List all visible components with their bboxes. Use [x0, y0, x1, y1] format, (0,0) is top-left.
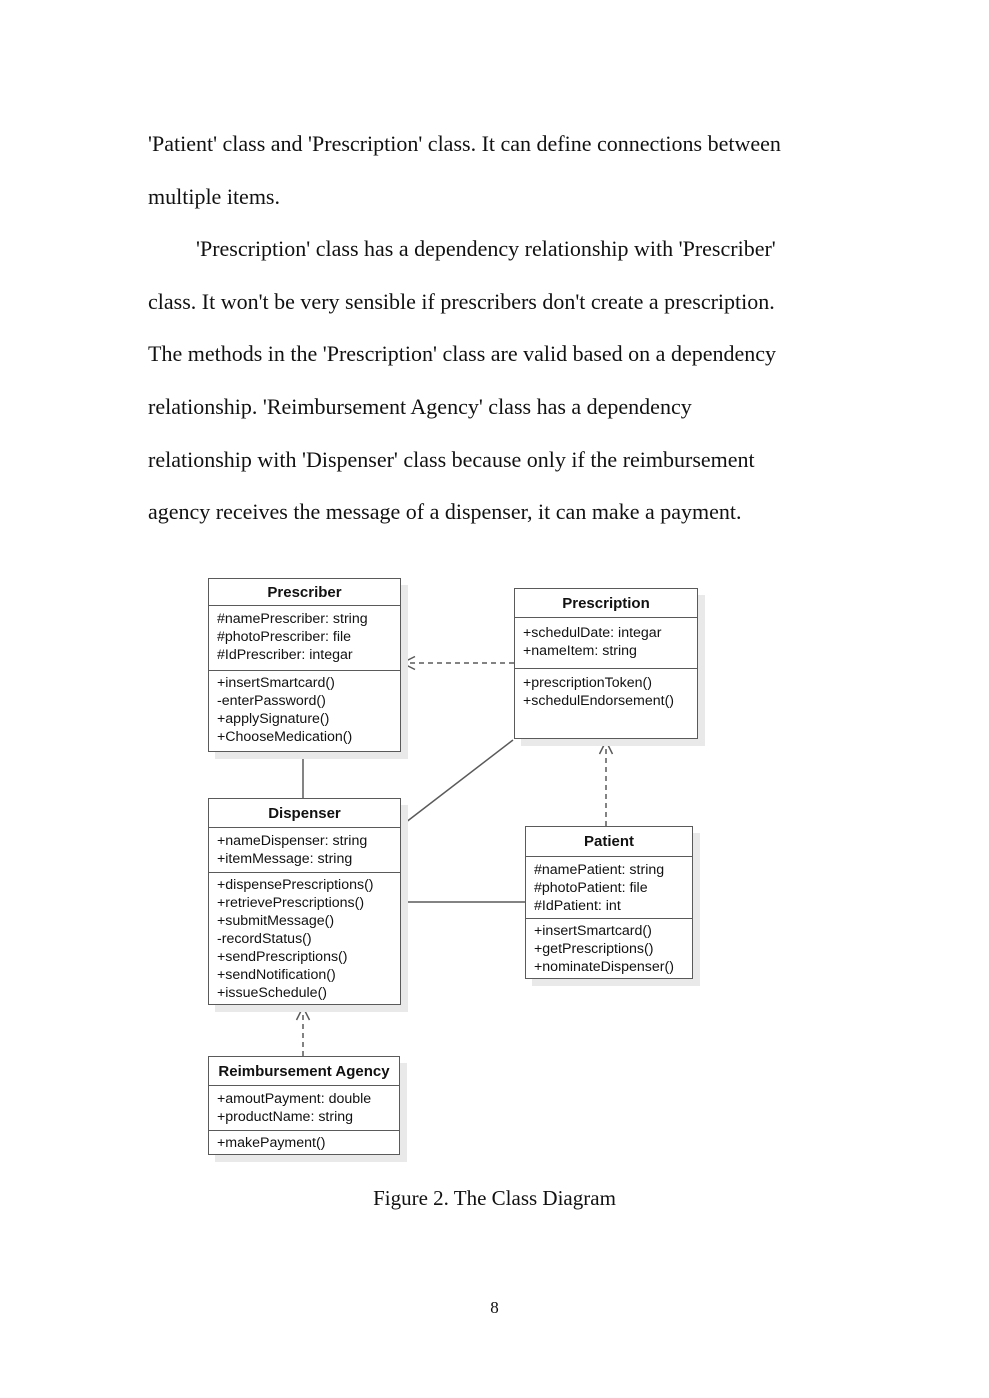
text-line: multiple items.	[148, 183, 280, 209]
patient-methods	[526, 919, 692, 978]
method: +sendNotification()	[217, 967, 336, 983]
text-line: The methods in the 'Prescription' class are valid based on a dependency	[148, 341, 777, 367]
method: +applySignature()	[217, 711, 330, 727]
uml-class-prescription	[514, 588, 698, 739]
method: +retrievePrescriptions()	[217, 895, 365, 911]
method: +insertSmartcard()	[217, 675, 335, 691]
method: +submitMessage()	[217, 913, 335, 929]
prescription-attributes	[515, 618, 697, 669]
dispenser-methods	[209, 873, 400, 1004]
uml-class-reimbursement-agency	[208, 1056, 400, 1155]
open-arrowhead-icon	[600, 741, 613, 754]
prescription-methods	[515, 669, 697, 738]
method: +dispensePrescriptions()	[217, 877, 374, 893]
attribute: #photoPrescriber: file	[217, 629, 352, 645]
method: +ChooseMedication()	[217, 729, 353, 745]
text-line: 'Patient' class and 'Prescription' class. It can define connections between	[148, 131, 781, 156]
prescriber-attributes	[209, 606, 400, 671]
class-name-reimbursement-agency: Reimbursement Agency	[209, 1057, 399, 1086]
text-line: relationship with 'Dispenser' class because only if the reimbursement	[148, 446, 755, 472]
attribute: +itemMessage: string	[217, 851, 353, 867]
attribute: #IdPatient: int	[534, 898, 621, 914]
association-line-prescription-dispenser	[401, 740, 513, 826]
text-line: agency receives the message of a dispenser, it can make a payment.	[148, 499, 742, 525]
patient-attributes	[526, 857, 692, 919]
attribute: #IdPrescriber: integar	[217, 647, 353, 663]
attribute: #namePrescriber: string	[217, 611, 368, 627]
uml-class-prescriber	[208, 578, 401, 752]
class-name-patient: Patient	[526, 827, 692, 857]
text-line: 'Prescription' class has a dependency relationship with 'Prescriber'	[196, 236, 776, 262]
class-name-prescription: Prescription	[515, 589, 697, 618]
class-name-prescriber: Prescriber	[209, 579, 400, 606]
prescriber-methods	[209, 671, 400, 751]
uml-class-dispenser	[208, 798, 401, 1005]
class-name-dispenser: Dispenser	[209, 799, 400, 828]
method: +nominateDispenser()	[534, 959, 674, 975]
method: -recordStatus()	[217, 931, 312, 947]
method: -enterPassword()	[217, 693, 326, 709]
reimbursement-agency-attributes	[209, 1086, 399, 1131]
attribute: +nameItem: string	[523, 643, 637, 659]
method: +issueSchedule()	[217, 985, 328, 1001]
method: +getPrescriptions()	[534, 941, 654, 957]
attribute: +schedulDate: integar	[523, 625, 662, 641]
method: +insertSmartcard()	[534, 923, 652, 939]
open-arrowhead-icon	[402, 657, 415, 670]
attribute: +productName: string	[217, 1109, 354, 1125]
page-number: 8	[490, 1298, 499, 1317]
method: +prescriptionToken()	[523, 675, 652, 691]
text-line: relationship. 'Reimbursement Agency' class has a dependency	[148, 393, 692, 419]
open-arrowhead-icon	[297, 1007, 310, 1020]
figure-caption: Figure 2. The Class Diagram	[373, 1186, 616, 1210]
method: +sendPrescriptions()	[217, 949, 348, 965]
reimbursement-agency-methods	[209, 1131, 399, 1154]
text-line: class. It won't be very sensible if prescribers don't create a prescription.	[148, 288, 775, 314]
attribute: +amoutPayment: double	[217, 1091, 372, 1107]
uml-class-patient	[525, 826, 693, 979]
method: +makePayment()	[217, 1135, 326, 1151]
method: +schedulEndorsement()	[523, 693, 675, 709]
attribute: #photoPatient: file	[534, 880, 648, 896]
attribute: #namePatient: string	[534, 862, 665, 878]
attribute: +nameDispenser: string	[217, 833, 368, 849]
dispenser-attributes	[209, 828, 400, 873]
